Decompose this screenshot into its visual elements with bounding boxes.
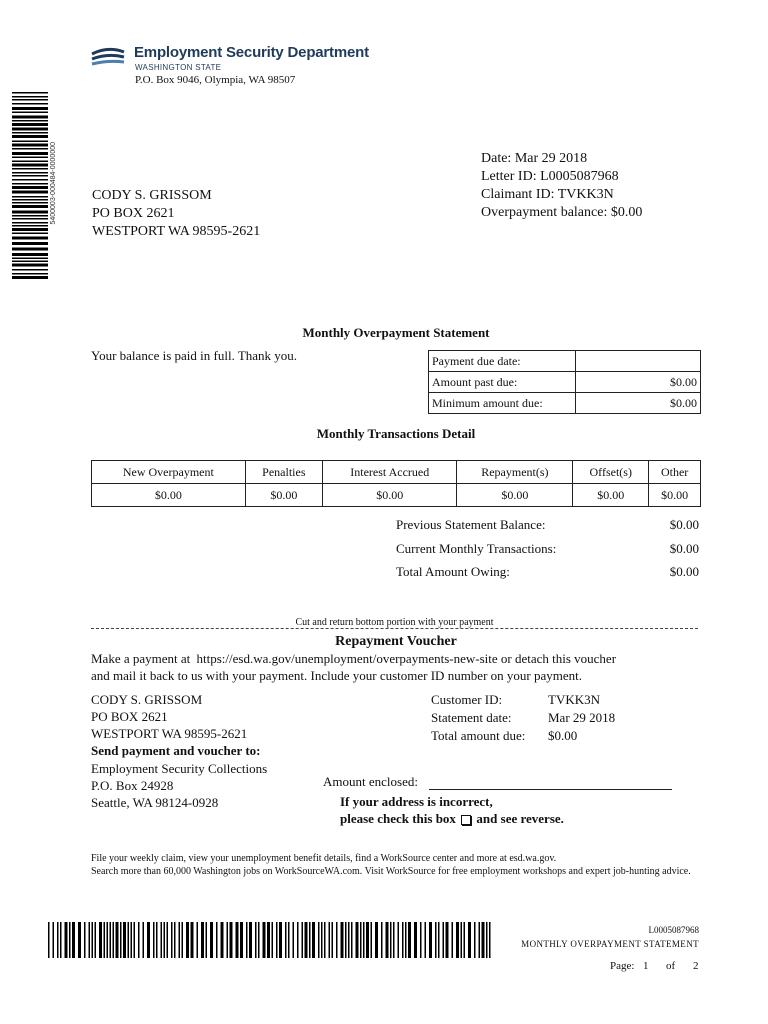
send-to-label: Send payment and voucher to: bbox=[91, 743, 261, 758]
due-value: $0.00 bbox=[576, 393, 701, 414]
column-header: Offset(s) bbox=[573, 461, 649, 484]
send-to-line-2: P.O. Box 24928 bbox=[91, 778, 174, 793]
footer-document-name: MONTHLY OVERPAYMENT STATEMENT bbox=[521, 939, 699, 949]
footer-line-2: Search more than 60,000 Washington jobs on WorkSourceWA.com. Visit WorkSource for free employment workshops and expert job-hunting advice. bbox=[91, 866, 691, 877]
footer-letter-id: L0005087968 bbox=[648, 925, 699, 935]
table-cell: $0.00 bbox=[573, 484, 649, 507]
voucher-address-1: PO BOX 2621 bbox=[91, 709, 168, 724]
department-address: P.O. Box 9046, Olympia, WA 98507 bbox=[135, 74, 296, 86]
due-table bbox=[428, 350, 701, 414]
recipient-address-1: PO BOX 2621 bbox=[92, 206, 175, 221]
send-to-line-3: Seattle, WA 98124-0928 bbox=[91, 795, 219, 810]
address-incorrect-line-1: If your address is incorrect, bbox=[340, 794, 493, 809]
cut-line-divider bbox=[91, 628, 698, 629]
letter-id: Letter ID: L0005087968 bbox=[481, 169, 619, 184]
page-total: 2 bbox=[693, 960, 699, 972]
due-value: $0.00 bbox=[576, 372, 701, 393]
amount-enclosed-label: Amount enclosed: bbox=[323, 774, 418, 789]
summary-value: $0.00 bbox=[669, 541, 699, 556]
table-cell: $0.00 bbox=[323, 484, 457, 507]
address-checkbox[interactable] bbox=[461, 815, 471, 825]
recipient-address-2: WESTPORT WA 98595-2621 bbox=[92, 224, 261, 239]
column-header: New Overpayment bbox=[92, 461, 246, 484]
esd-logo-icon bbox=[90, 46, 126, 68]
table-cell: $0.00 bbox=[92, 484, 246, 507]
customer-id-label: Customer ID: bbox=[431, 692, 503, 707]
address-incorrect-line-2 bbox=[340, 811, 564, 827]
claimant-id: Claimant ID: TVKK3N bbox=[481, 187, 614, 202]
customer-id-value: TVKK3N bbox=[548, 692, 600, 707]
due-label: Payment due date: bbox=[429, 351, 576, 372]
voucher-name: CODY S. GRISSOM bbox=[91, 692, 203, 707]
table-cell: $0.00 bbox=[649, 484, 701, 507]
page-of-label: of bbox=[666, 960, 676, 972]
column-header: Interest Accrued bbox=[323, 461, 457, 484]
voucher-instruction bbox=[91, 651, 701, 667]
send-to-line-1: Employment Security Collections bbox=[91, 761, 268, 776]
transactions-value-row bbox=[92, 484, 701, 507]
statement-date-value: Mar 29 2018 bbox=[548, 710, 616, 725]
bottom-barcode bbox=[48, 922, 494, 958]
summary-label: Previous Statement Balance: bbox=[396, 517, 546, 532]
total-due-label: Total amount due: bbox=[431, 728, 526, 743]
footer-line-1: File your weekly claim, view your unemployment benefit details, find a WorkSource center and more at esd.wa.gov. bbox=[91, 853, 557, 864]
side-barcode-text: 5400003-000484-0000000 bbox=[50, 142, 57, 225]
transactions-header-row bbox=[92, 461, 701, 484]
voucher-instruction-2: and mail it back to us with your payment. Include your customer ID number on your payment. bbox=[91, 668, 582, 683]
page-number: 1 bbox=[643, 960, 649, 972]
transactions-table bbox=[91, 460, 701, 507]
footer-note bbox=[91, 852, 701, 878]
page-label: Page: bbox=[610, 960, 635, 972]
department-name: Employment Security Department bbox=[134, 44, 369, 61]
due-row bbox=[429, 372, 701, 393]
voucher-address-2: WESTPORT WA 98595-2621 bbox=[91, 726, 248, 741]
amount-enclosed-field[interactable] bbox=[429, 789, 672, 790]
address-incorrect-text-b: and see reverse. bbox=[476, 811, 564, 826]
summary-value: $0.00 bbox=[669, 564, 699, 579]
total-due-value: $0.00 bbox=[548, 728, 578, 743]
department-state: WASHINGTON STATE bbox=[135, 63, 222, 72]
letter-date: Date: Mar 29 2018 bbox=[481, 151, 588, 166]
side-barcode bbox=[12, 92, 48, 280]
column-header: Penalties bbox=[245, 461, 322, 484]
due-row bbox=[429, 393, 701, 414]
instruction-suffix: or detach this voucher bbox=[497, 651, 617, 666]
transactions-title: Monthly Transactions Detail bbox=[316, 426, 476, 441]
table-cell: $0.00 bbox=[245, 484, 322, 507]
recipient-name: CODY S. GRISSOM bbox=[92, 188, 212, 203]
payment-link[interactable]: https://esd.wa.gov/unemployment/overpayments-new-site bbox=[196, 651, 498, 666]
column-header: Repayment(s) bbox=[457, 461, 573, 484]
due-label: Amount past due: bbox=[429, 372, 576, 393]
table-cell: $0.00 bbox=[457, 484, 573, 507]
balance-message: Your balance is paid in full. Thank you. bbox=[91, 348, 298, 363]
due-row bbox=[429, 351, 701, 372]
statement-date-label: Statement date: bbox=[431, 710, 512, 725]
summary-label: Current Monthly Transactions: bbox=[396, 541, 557, 556]
overpayment-balance: Overpayment balance: $0.00 bbox=[481, 205, 643, 220]
summary-value: $0.00 bbox=[669, 517, 699, 532]
instruction-prefix: Make a payment at bbox=[91, 651, 194, 666]
due-value bbox=[576, 351, 701, 372]
cut-instruction: Cut and return bottom portion with your payment bbox=[295, 617, 494, 628]
address-incorrect-text-a: please check this box bbox=[340, 811, 456, 826]
voucher-title: Repayment Voucher bbox=[335, 634, 457, 649]
summary-label: Total Amount Owing: bbox=[396, 564, 510, 579]
due-label: Minimum amount due: bbox=[429, 393, 576, 414]
column-header: Other bbox=[649, 461, 701, 484]
statement-title: Monthly Overpayment Statement bbox=[302, 325, 490, 340]
